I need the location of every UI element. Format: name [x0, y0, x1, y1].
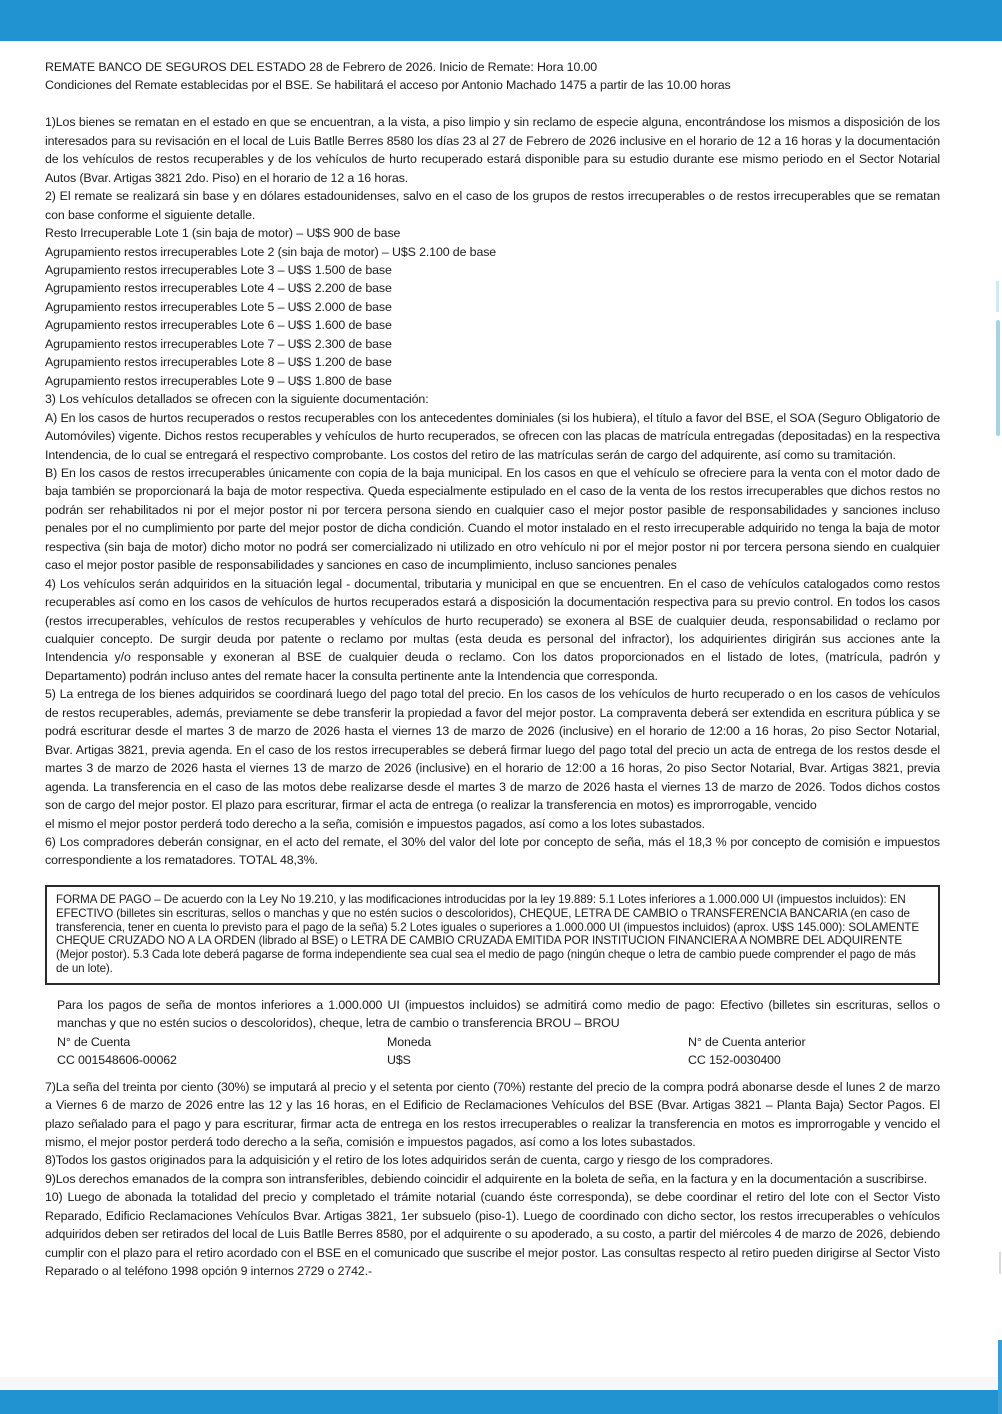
column-value: U$S: [387, 1052, 411, 1067]
column-header: N° de Cuenta: [57, 1034, 131, 1049]
account-info: [45, 1033, 940, 1069]
lot-line-5: Agrupamiento restos irrecuperables Lote 5 – U$S 2.000 de base: [45, 299, 392, 314]
scrollbar-thumb-upper: [996, 281, 999, 312]
clause-6: 6) Los compradores deberán consignar, en el acto del remate, el 30% del valor del lote por concepto de seña, más el 18,3 % por concepto de comisión e impuestos correspondiente a los rematadores. TOTAL 48,3%.: [45, 835, 940, 868]
payment-methods-note: Para los pagos de seña de montos inferiores a 1.000.000 UI (impuestos incluidos) se admitirá como medio de pago: Efectivo (billetes sin escrituras, sellos o manchas y que no estén sucios o descoloridos), cheque, letra de cambio o transferencia BROU – BROU: [57, 997, 940, 1031]
lot-line-3: Agrupamiento restos irrecuperables Lote 3 – U$S 1.500 de base: [45, 262, 392, 277]
intro-title-line: REMATE BANCO DE SEGUROS DEL ESTADO 28 de Febrero de 2026. Inicio de Remate: Hora 10.00: [45, 60, 598, 74]
clause-9: 9)Los derechos emanados de la compra son intransferibles, debiendo coincidir el adquirente en la boleta de seña, en la factura y en la documentación a suscribirse.: [45, 1171, 928, 1186]
lot-line-7: Agrupamiento restos irrecuperables Lote 7 – U$S 2.300 de base: [45, 336, 392, 351]
clause-2: 2) El remate se realizará sin base y en dólares estadounidenses, salvo en el caso de los grupos de restos irrecuperables o de restos irrecuperables que se rematan con base conforme el siguiente detalle.: [45, 189, 940, 222]
auction-conditions-document: [45, 58, 940, 1281]
payment-terms-box: FORMA DE PAGO – De acuerdo con la Ley No 19.210, y las modificaciones introducidas por la ley 19.889: 5.1 Lotes inferiores a 1.000.000 UI (impuestos incluidos): EN EFECTIVO (billetes sin escrituras, sellos o manchas y que no estén sucios o descoloridos), CHEQUE, LETRA DE CAMBIO o TRANSFERENCIA BANCARIA (en caso de transferencia, tener en cuenta lo previsto para el pago de la seña) 5.2 Lotes iguales o superiores a 1.000.000 UI (impuestos incluidos) (aprox. U$S 145.000): SOLAMENTE CHEQUE CRUZADO NO A LA ORDEN (librado al BSE) o LETRA DE CAMBIO CRUZADA EMITIDA POR INSTITUCION FINANCIERA A NOMBRE DEL ADQUIRENTE (Mejor postor). 5.3 Cada lote deberá pagarse de forma independiente sea cual sea el medio de pago (ningún cheque o letra de cambio puede comprender el pago de más de un lote).: [45, 885, 940, 985]
scrollbar-track-tick: [999, 1252, 1001, 1274]
clause-5-continuation: el mismo el mejor postor perderá todo derecho a la seña, comisión e impuestos pagados, así como a los lotes subastados.: [45, 816, 705, 831]
scrollbar-thumb[interactable]: [996, 320, 1000, 436]
top-banner: [0, 0, 1002, 41]
account-column: [387, 1033, 688, 1069]
column-header: Moneda: [387, 1034, 432, 1049]
account-column: [688, 1033, 940, 1069]
clause-3b: B) En los casos de restos irrecuperables únicamente con copia de la baja municipal. En los casos en que el vehículo se ofreciere para la venta con el motor dado de baja también se proporcionará la baja de motor respectiva. Queda especialmente estipulado en el caso de la venta de los restos irrecuperables que dichos restos no podrán ser rehabilitados ni por el mejor postor ni por tercera persona siendo en cualquier caso el mejor postor pasible de responsabilidades y sanciones incluso penales por el no cumplimiento por parte del mejor postor de dicha condición. Cuando el motor instalado en el resto irrecuperable adquirido no tenga la baja de motor respectiva (sin baja de motor) dicho motor no podrá ser comercializado ni utilizado en otro vehículo ni por el mejor postor ni por tercera persona siendo en cualquier caso el mejor postor pasible de responsabilidades y sanciones en caso de incumplimiento, incluso sanciones penales: [45, 465, 940, 573]
clause-3: 3) Los vehículos detallados se ofrecen con la siguiente documentación:: [45, 392, 429, 407]
footer-band: [0, 1377, 1002, 1390]
column-value: CC 152-0030400: [688, 1052, 781, 1067]
lot-line-6: Agrupamiento restos irrecuperables Lote 6 – U$S 1.600 de base: [45, 318, 392, 333]
right-edge-strip: [998, 1340, 1002, 1414]
clause-3a: A) En los casos de hurtos recuperados o restos recuperables con los antecedentes dominiales (si los hubiera), el título a favor del BSE, el SOA (Seguro Obligatorio de Automóviles) vigente. Dichos restos recuperables y vehículos de hurto recuperados, se ofrecen con las placas de matrícula entregadas (depositadas) en la respectiva Intendencia, de lo cual se entregará el respectivo comprobante. Los costos del retiro de las matrículas serán de cargo del adquirente, así como su tramitación.: [45, 410, 940, 462]
clause-4: 4) Los vehículos serán adquiridos en la situación legal - documental, tributaria y municipal en que se encuentren. En el caso de vehículos catalogados como restos recuperables así como en los casos de vehículos de hurtos recuperados estará a disposición la documentación respectiva para su previo control. En todos los casos (restos irrecuperables, vehículos de restos recuperables y vehículos de hurto recuperado) se exonera al BSE de cualquier deuda, responsabilidad o reclamo por cualquier concepto. De surgir deuda por patente o reclamo por multas (esta deuda es personal del infractor), los adquirientes dirigirán sus acciones ante la Intendencia y/o responsable y exoneran al BSE de cualquier deuda o reclamo. Con los datos proporcionados en el listado de lotes, (matrícula, padrón y Departamento) podrán incluso antes del remate hacer la consulta pertinente ante la Intendencia que corresponda.: [45, 576, 940, 683]
clause-5: 5) La entrega de los bienes adquiridos se coordinará luego del pago total del precio. En los casos de los vehículos de hurto recuperado o en los casos de vehículos de restos recuperables, además, previamente se debe transferir la propiedad a favor del mejor postor. La compraventa deberá ser extendida en escritura pública y se podrá escriturar desde el martes 3 de marzo de 2026 hasta el viernes 13 de marzo de 2026 (inclusive) en el horario de 12:00 a 16 horas, 2o piso Sector Notarial, Bvar. Artigas 3821, previa agenda. En el caso de los restos irrecuperables se deberá firmar luego del pago total del precio un acta de entrega de los restos desde el martes 3 de marzo de 2026 hasta el viernes 13 de marzo de 2026 (inclusive) en el horario de 12:00 a 16 horas, 2o piso Sector Notarial, Bvar. Artigas 3821, previa agenda. La transferencia en el caso de las motos debe realizarse desde el martes 3 de marzo de 2026 hasta el viernes 13 de marzo de 2026. Todos dichos costos son de cargo del mejor postor. El plazo para escriturar, firmar el acta de entrega (o realizar la transferencia en motos) es improrrogable, vencido: [45, 687, 940, 813]
lot-line-8: Agrupamiento restos irrecuperables Lote 8 – U$S 1.200 de base: [45, 355, 392, 370]
lot-line-2: Agrupamiento restos irrecuperables Lote 2 (sin baja de motor) – U$S 2.100 de base: [45, 244, 497, 259]
clause-7: 7)La seña del treinta por ciento (30%) se imputará al precio y el setenta por ciento (70%) restante del precio de la compra podrá abonarse desde el lunes 2 de marzo a Viernes 6 de marzo de 2026 entre las 12 y las 16 horas, en el Edificio de Reclamaciones Vehículos del BSE (Bvar. Artigas 3821 – Planta Baja) Sector Pagos. El plazo señalado para el pago y para escriturar, firmar acta de entrega en los restos irrecuperables o realizar la transferencia en motos es improrrogable y vencido el mismo, el mejor postor perderá todo derecho a la seña, comisión e impuestos pagados, así como a los lotes subastados.: [45, 1079, 940, 1149]
lot-line-9: Agrupamiento restos irrecuperables Lote 9 – U$S 1.800 de base: [45, 373, 392, 388]
column-value: CC 001548606-00062: [57, 1052, 177, 1067]
clause-10: 10) Luego de abonada la totalidad del precio y completado el trámite notarial (cuando éste corresponda), se debe coordinar el retiro del lote con el Sector Visto Reparado, Edificio Reclamaciones Vehículos Bvar. Artigas 3821, 1er subsuelo (piso-1). Luego de coordinado con dicho sector, los restos irrecuperables o vehículos adquiridos deben ser retirados del local de Luis Batlle Berres 8580, por el adquirente o su apoderado, a su costo, a partir del miércoles 4 de marzo de 2026, debiendo cumplir con el plazo para el retiro acordado con el BSE en el comunicado que suscribe el mejor postor. Las consultas respecto al retiro pueden dirigirse al Sector Visto Reparado o al teléfono 1998 opción 9 internos 2729 o 2742.-: [45, 1190, 940, 1279]
account-column: [57, 1033, 387, 1069]
bottom-banner: [0, 1390, 1002, 1414]
clause-8: 8)Todos los gastos originados para la adquisición y el retiro de los lotes adquiridos serán de cuenta, cargo y riesgo de los compradores.: [45, 1153, 774, 1168]
lot-line-1: Resto Irrecuperable Lote 1 (sin baja de motor) – U$S 900 de base: [45, 226, 401, 241]
intro-conditions-line: Condiciones del Remate establecidas por el BSE. Se habilitará el acceso por Antonio Machado 1475 a partir de las 10.00 horas: [45, 78, 731, 93]
clause-1: 1)Los bienes se rematan en el estado en que se encuentran, a la vista, a piso limpio y sin reclamo de especie alguna, encontrándose los mismos a disposición de los interesados para su revisación en el local de Luis Batlle Berres 8580 los días 23 al 27 de Febrero de 2026 inclusive en el horario de 12 a 16 horas y la documentación de los vehículos de restos recuperables y de los vehículos de hurto recuperado estará disponible para su estudio durante ese mismo periodo en el Sector Notarial Autos (Bvar. Artigas 3821 2do. Piso) en el horario de 12 a 16 horas.: [45, 115, 940, 185]
column-header: N° de Cuenta anterior: [688, 1034, 806, 1049]
spacer: [45, 95, 940, 113]
lot-line-4: Agrupamiento restos irrecuperables Lote 4 – U$S 2.200 de base: [45, 281, 392, 296]
spacer: [45, 1069, 940, 1078]
